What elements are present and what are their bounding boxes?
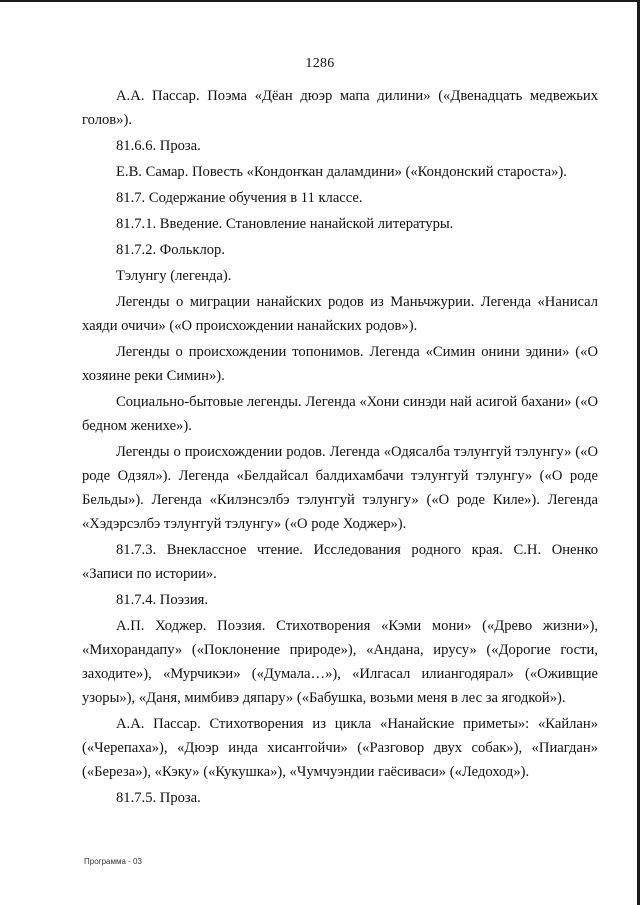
scan-border-top [0, 0, 640, 2]
section-heading: 81.7. Содержание обучения в 11 классе. [116, 190, 363, 206]
paragraph: Е.В. Самар. Повесть «Кондоҥкан даламдини» («Кондонский староста»). [116, 164, 567, 180]
paragraph: А.А. Пассар. Поэма «Дёан дюэр мапа дилини» («Двенадцать медвежьих голов»). [82, 88, 598, 128]
paragraph: Легенды о происхождении родов. Легенда «Одясалба тэлуҥгуй тэлунгу» («О роде Одзял»). Легенда «Белдайсал балдихамбачи тэлуҥгуй тэлунгу» («О роде Бельды»). Легенда «Килэнсэлбэ тэлуҥгуй тэлунгу» («О роде Киле»). Легенда «Хэдэрсэлбэ тэлуҥгуй тэлунгу» («О роде Ходжер»). [82, 444, 598, 532]
paragraph: А.А. Пассар. Стихотворения из цикла «Нанайские приметы»: «Кайлан» («Черепаха»), «Дюэр инда хисаҥгойчи» («Разговор двух собак»), «Пиагдан» («Береза»), «Кэку» («Кукушка»), «Чумчуэндии гаёсиваси» («Ледоход»). [82, 716, 598, 780]
section-heading: 81.6.6. Проза. [116, 138, 201, 154]
paragraph: Социально-бытовые легенды. Легенда «Хони синэди най асигой бахани» («О бедном женихе»). [82, 394, 598, 434]
paragraph: Тэлунгу (легенда). [116, 268, 232, 284]
section-heading: 81.7.5. Проза. [116, 790, 201, 806]
section-heading: 81.7.2. Фольклор. [116, 242, 225, 258]
paragraph: Легенды о миграции нанайских родов из Маньчжурии. Легенда «Нанисал хаяди очичи» («О происхождении нанайских родов»). [82, 294, 598, 334]
section-heading: 81.7.1. Введение. Становление нанайской литературы. [116, 216, 454, 232]
footer-stamp: Программа - 03 [84, 857, 142, 866]
page-number: 1286 [305, 56, 335, 71]
section-heading: 81.7.4. Поэзия. [116, 592, 208, 608]
paragraph: Легенды о происхождении топонимов. Легенда «Симин онини эдини» («О хозяине реки Симин»). [82, 344, 598, 384]
document-body [82, 84, 598, 810]
paragraph: А.П. Ходжер. Поэзия. Стихотворения «Кэми мони» («Древо жизни»), «Михорандапу» («Поклонение природе»), «Андана, ирусу» («Дорогие гости, заходите»), «Мурчикэи» («Думала…»), «Илгасал илиангодярал» («Оживщие узоры»), «Даня, мимбивэ дяпару» («Бабушка, возьми меня в лес за ягодкой»). [82, 618, 598, 706]
paragraph: 81.7.3. Внеклассное чтение. Исследования родного края. С.Н. Оненко «Записи по истории». [82, 542, 598, 582]
